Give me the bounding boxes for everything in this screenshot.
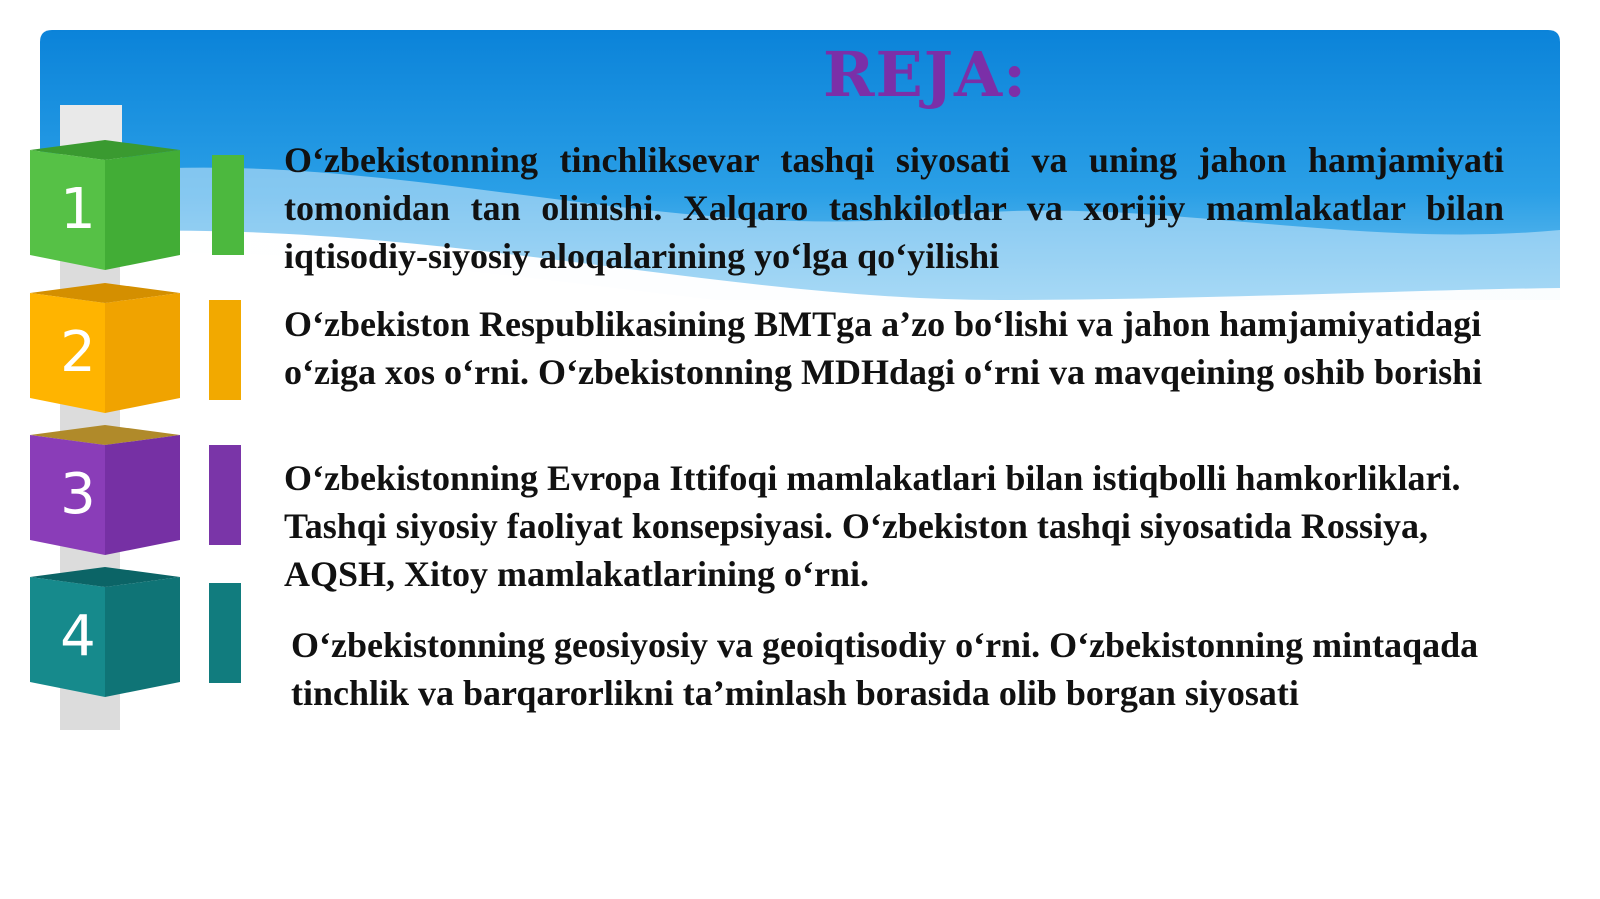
item-4-cube [30,567,180,697]
item-1-color-bar [212,155,244,255]
item-2-cube [30,283,180,413]
item-4-number: 4 [60,604,96,669]
item-1-cube [30,140,180,270]
item-2-number: 2 [60,320,96,385]
slide-title: REJA: [822,38,1028,111]
item-2-color-bar [209,300,241,400]
item-3-color-bar [209,445,241,545]
item-1-text: O‘zbekistonning tinchliksevar tashqi siyosati va uning jahon hamjamiyati tomonidan tan olinishi. Xalqaro tashkilotlar va xorijiy mamlakatlar bilan iqtisodiy-siyosiy aloqalarining yo‘lga qo‘yilishi [284,140,1504,276]
item-4-color-bar [209,583,241,683]
item-3-cube [30,425,180,555]
item-4-text: O‘zbekistonning geosiyosiy va geoiqtisodiy o‘rni. O‘zbekistonning mintaqada tinchlik va barqarorlikni ta’minlash borasida olib borgan siyosati [291,625,1479,713]
item-1-number: 1 [60,177,96,242]
item-2-text: O‘zbekiston Respublikasining BMTga a’zo bo‘lishi va jahon hamjamiyatidagi o‘ziga xos o‘rni. O‘zbekistonning MDHdagi o‘rni va mavqeining oshib borishi [284,304,1483,392]
item-3-number: 3 [60,462,96,527]
item-3-text: O‘zbekistonning Evropa Ittifoqi mamlakatlari bilan istiqbolli hamkorliklari. Tashqi siyosiy faoliyat konsepsiyasi. O‘zbekiston tashqi siyosatida Rossiya, AQSH, Xitoy mamlakatlarining o‘rni. [284,458,1461,594]
